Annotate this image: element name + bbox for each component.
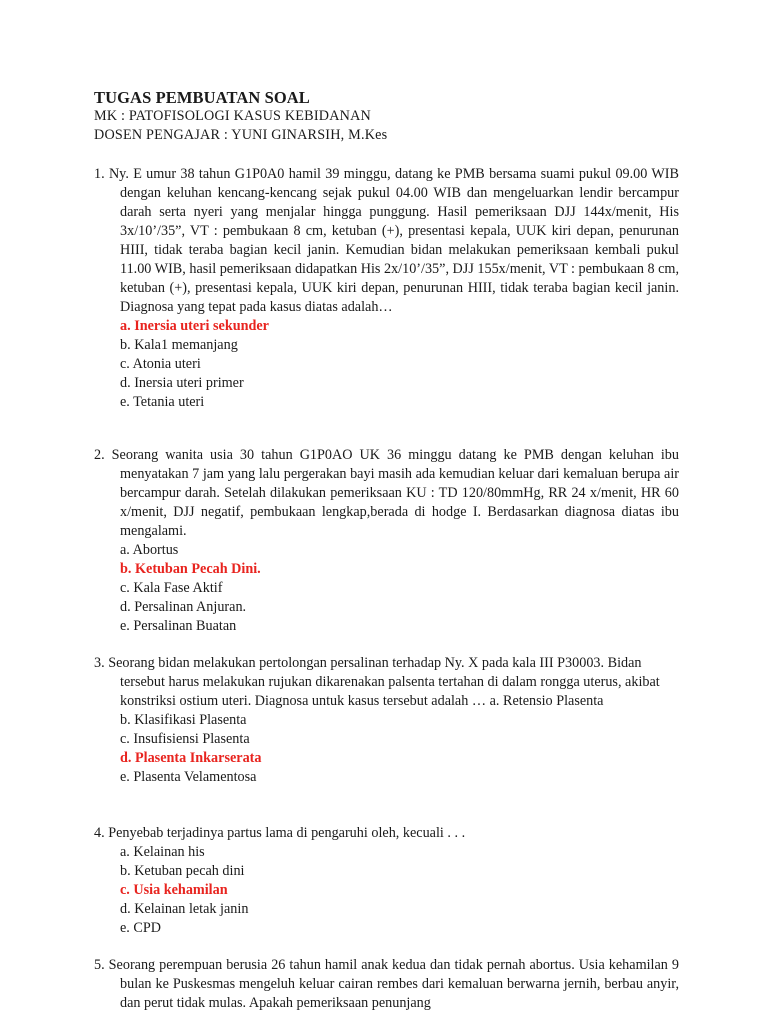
option-c: c. Atonia uteri (120, 356, 201, 372)
answer-options (94, 317, 679, 412)
option-b: b. Klasifikasi Plasenta (120, 712, 247, 728)
answer-options (94, 541, 679, 636)
question-text: 5. Seorang perempuan berusia 26 tahun hamil anak kedua dan tidak pernah abortus. Usia kehamilan 9 bulan ke Puskesmas mengeluh keluar cairan rembes dari kemaluan berwarna jernih, berbau anyir, dan perut tidak mulas. Apakah pemeriksaan penunjang (94, 957, 679, 1011)
option-c: c. Kala Fase Aktif (120, 580, 223, 596)
question-1 (94, 165, 679, 412)
option-c: c. Usia kehamilan (120, 882, 228, 898)
question-text: 2. Seorang wanita usia 30 tahun G1P0AO UK 36 minggu datang ke PMB dengan keluhan ibu menyatakan 7 jam yang lalu pergerakan bayi masih ada kemudian keluar dari kemaluan berupa air bercampur darah. Setelah dilakukan pemeriksaan KU : TD 120/80mmHg, RR 24 x/menit, HR 60 x/menit, DJJ negatif, pembukaan lengkap,berada di hodge I. Berdasarkan diagnosa diatas ibu mengalami. (94, 447, 679, 539)
option-a: a. Kelainan his (120, 844, 205, 860)
option-d: d. Kelainan letak janin (120, 901, 249, 917)
course-line: MK : PATOFISOLOGI KASUS KEBIDANAN (94, 108, 371, 124)
question-text: 1. Ny. E umur 38 tahun G1P0A0 hamil 39 minggu, datang ke PMB bersama suami pukul 09.00 WIB dengan keluhan kencang-kencang sejak pukul 04.00 WIB dan mengeluarkan lendir bercampur darah serta nyeri yang menjalar hingga punggung. Hasil pemeriksaan DJJ 144x/menit, His 3x/10’/35”, VT : pembukaan 8 cm, ketuban (+), presentasi kepala, UUK kiri depan, penurunan HIII, tidak teraba bagian kecil janin. Kemudian bidan melakukan pemeriksaan kembali pukul 11.00 WIB, hasil pemeriksaan didapatkan His 2x/10’/35”, DJJ 155x/menit, VT : pembukaan 8 cm, ketuban (+), presentasi kepala, UUK kiri depan, penurunan HIII, tidak teraba bagian kecil janin. Diagnosa yang tepat pada kasus diatas adalah… (94, 166, 679, 315)
lecturer-line: DOSEN PENGAJAR : YUNI GINARSIH, M.Kes (94, 127, 388, 143)
document-title: TUGAS PEMBUATAN SOAL (94, 88, 310, 107)
option-d: d. Plasenta Inkarserata (120, 750, 262, 766)
question-text: 4. Penyebab terjadinya partus lama di pengaruhi oleh, kecuali . . . (94, 825, 466, 841)
option-d: d. Persalinan Anjuran. (120, 599, 247, 615)
option-e: e. Persalinan Buatan (120, 618, 237, 634)
option-b: b. Kala1 memanjang (120, 337, 238, 353)
question-text: 3. Seorang bidan melakukan pertolongan persalinan terhadap Ny. X pada kala III P30003. Bidan tersebut harus melakukan rujukan dikarenakan palsenta tertahan di dalam rongga uterus, akibat konstriksi ostium uteri. Diagnosa untuk kasus tersebut adalah … a. Retensio Plasenta (94, 655, 660, 709)
answer-options (94, 711, 679, 787)
option-b: b. Ketuban pecah dini (120, 863, 245, 879)
option-e: e. Tetania uteri (120, 394, 205, 410)
option-e: e. Plasenta Velamentosa (120, 769, 257, 785)
option-d: d. Inersia uteri primer (120, 375, 244, 391)
question-4 (94, 824, 679, 938)
answer-options (94, 843, 679, 938)
document-header (94, 88, 694, 145)
option-e: e. CPD (120, 920, 161, 936)
option-a: a. Inersia uteri sekunder (120, 318, 269, 334)
question-3 (94, 654, 679, 787)
question-5 (94, 956, 679, 1013)
option-c: c. Insufisiensi Plasenta (120, 731, 250, 747)
option-a: a. Abortus (120, 542, 179, 558)
question-2 (94, 446, 679, 636)
option-b: b. Ketuban Pecah Dini. (120, 561, 261, 577)
